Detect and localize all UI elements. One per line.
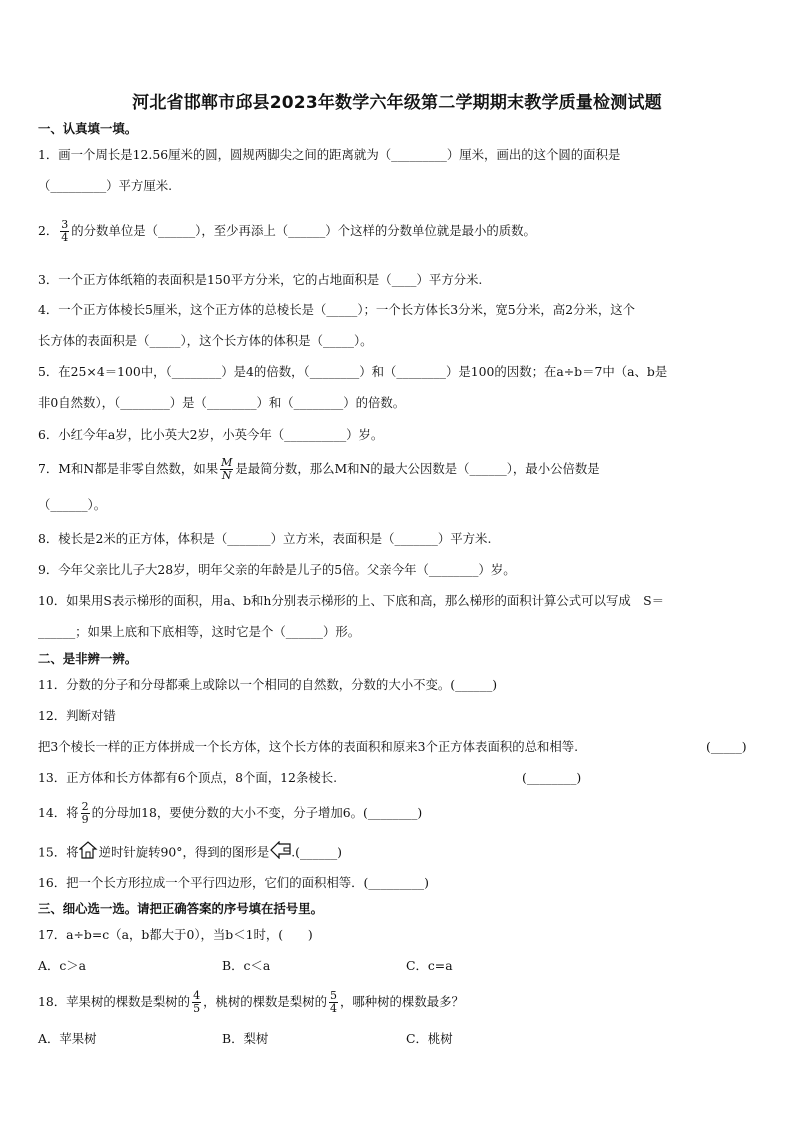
- arrow-shape-original-icon: [79, 841, 99, 865]
- question-14-text-pre: 14．将: [38, 805, 79, 820]
- question-7: [38, 452, 600, 486]
- question-17-option-a: A．c＞a: [38, 958, 87, 973]
- question-15-text-pre: 15．将: [38, 844, 79, 860]
- denominator: N: [221, 469, 232, 482]
- section-2-heading: 二、是非辨一辨。: [38, 651, 138, 666]
- fraction-3-4: [60, 219, 69, 244]
- question-18: [38, 985, 464, 1019]
- question-18-text-post: ，哪种树的棵数最多？: [339, 994, 464, 1009]
- denominator: 4: [329, 1002, 337, 1015]
- question-18-option-c: C．桃树: [406, 1031, 453, 1046]
- numerator: M: [221, 456, 233, 469]
- question-15-text-post: .(______): [291, 844, 342, 860]
- question-11: 11．分数的分子和分母都乘上或除以一个相同的自然数，分数的大小不变。(______): [38, 677, 498, 692]
- fraction-2-9: [81, 801, 90, 826]
- question-2-number: 2．: [38, 223, 59, 238]
- question-12-statement: 把3个棱长一样的正方体拼成一个长方体，这个长方体的表面积和原来3个正方体表面积的总和相等.: [38, 739, 579, 754]
- fraction-5-4: [329, 990, 338, 1015]
- question-13-answer-blank: (________): [522, 770, 582, 785]
- question-7-line-2: （______）。: [38, 497, 107, 512]
- question-8: 8．棱长是2米的正方体，体积是（_______）立方米，表面积是（_______）平方米.: [38, 531, 492, 546]
- question-5-line-2: 非0自然数），（________）是（________）和（________）的倍数。: [38, 395, 406, 410]
- question-15: [38, 841, 342, 865]
- denominator: 5: [193, 1002, 201, 1015]
- question-5-line-1: 5．在25×4＝100中，（________）是4的倍数，（________）和（________）是100的因数；在a÷b＝7中（a、b是: [38, 364, 668, 379]
- question-18-text-pre: 18．苹果树的棵数是梨树的: [38, 994, 191, 1009]
- numerator: 5: [329, 989, 337, 1002]
- section-3-heading: 三、细心选一选。请把正确答案的序号填在括号里。: [38, 901, 323, 916]
- question-17-option-c: C．c=a: [406, 958, 453, 973]
- question-9: 9．今年父亲比儿子大28岁，明年父亲的年龄是儿子的5倍。父亲今年（________）岁。: [38, 562, 516, 577]
- fraction-m-n: [220, 457, 233, 482]
- question-6: 6．小红今年a岁，比小英大2岁，小英今年（__________）岁。: [38, 427, 384, 442]
- question-18-text-mid: ，桃树的棵数是梨树的: [203, 994, 327, 1009]
- question-1-line-1: 1．画一个周长是12.56厘米的圆，圆规两脚尖之间的距离就为（_________）厘米，画出的这个圆的面积是: [38, 147, 621, 162]
- question-14-text-post: 的分母加18，要使分数的大小不变，分子增加6。(________): [91, 805, 423, 820]
- question-18-option-b: B．梨树: [222, 1031, 269, 1046]
- page-title: 河北省邯郸市邱县2023年数学六年级第二学期期末教学质量检测试题: [132, 93, 662, 113]
- numerator: 3: [61, 218, 69, 231]
- numerator: 2: [81, 800, 89, 813]
- question-18-option-a: A．苹果树: [38, 1031, 97, 1046]
- denominator: 9: [81, 813, 89, 826]
- question-14: [38, 797, 422, 829]
- question-12-answer-blank: (_____): [706, 739, 747, 754]
- question-2-text: 的分数单位是（______），至少再添上（______）个这样的分数单位就是最小的质数。: [71, 223, 536, 238]
- question-1-line-2: （_________）平方厘米.: [38, 178, 173, 193]
- question-17: 17．a÷b=c（a，b都大于0），当b＜1时，( ): [38, 927, 313, 942]
- question-16: 16．把一个长方形拉成一个平行四边形，它们的面积相等．(_________): [38, 875, 429, 890]
- question-13: 13．正方体和长方体都有6个顶点，8个面，12条棱长.: [38, 770, 338, 785]
- question-4-line-2: 长方体的表面积是（_____），这个长方体的体积是（_____）。: [38, 333, 373, 348]
- question-10-line-1: 10．如果用S表示梯形的面积，用a、b和h分别表示梯形的上、下底和高，那么梯形的面积计算公式可以写成 S＝: [38, 593, 665, 608]
- denominator: 4: [61, 231, 69, 244]
- question-17-option-b: B．c＜a: [222, 958, 271, 973]
- fraction-4-5: [192, 990, 201, 1015]
- question-7-text-post: 是最简分数，那么M和N的最大公因数是（______），最小公倍数是: [235, 461, 600, 476]
- question-2: [38, 216, 536, 246]
- arrow-shape-rotated-icon: [269, 841, 291, 865]
- question-7-text-pre: 7．M和N都是非零自然数，如果: [38, 461, 219, 476]
- question-12: 12．判断对错: [38, 708, 116, 723]
- numerator: 4: [193, 989, 201, 1002]
- question-3: 3．一个正方体纸箱的表面积是150平方分米，它的占地面积是（____）平方分米.: [38, 272, 483, 287]
- question-15-text-mid: 逆时针旋转90°，得到的图形是: [98, 844, 270, 860]
- question-10-line-2: ______；如果上底和下底相等，这时它是个（______）形。: [38, 624, 361, 639]
- question-4-line-1: 4．一个正方体棱长5厘米，这个正方体的总棱长是（_____）；一个长方体长3分米，宽5分米，高2分米，这个: [38, 302, 635, 317]
- section-1-heading: 一、认真填一填。: [38, 121, 138, 136]
